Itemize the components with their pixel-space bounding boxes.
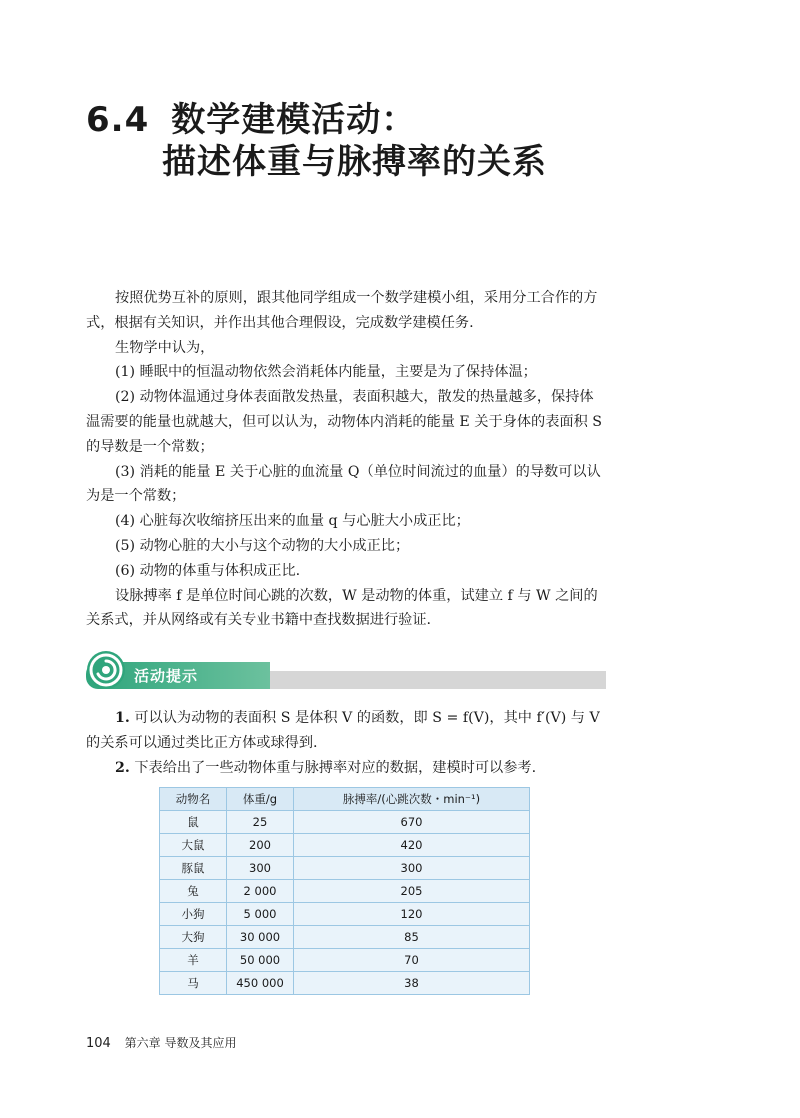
assumption-5: (5) 动物心脏的大小与这个动物的大小成正比； <box>115 537 410 554</box>
tip-1-text: 可以认为动物的表面积 S 是体积 V 的函数，即 S = f(V)，其中 f′(V) 与 V 的关系可以通过类比正方体或球得到. <box>86 710 600 751</box>
tip-1-number: 1. <box>115 710 130 726</box>
cell-weight: 50 000 <box>227 949 294 972</box>
assumption-1: (1) 睡眠中的恒温动物依然会消耗体内能量，主要是为了保持体温； <box>115 364 537 381</box>
assumption-6: (6) 动物的体重与体积成正比. <box>115 562 301 579</box>
cell-pulse: 70 <box>294 949 530 972</box>
cell-weight: 25 <box>227 811 294 834</box>
swirl-icon <box>86 650 126 690</box>
bio-lead: 生物学中认为， <box>115 339 215 356</box>
page-footer <box>86 1034 237 1051</box>
page-number: 104 <box>86 1036 111 1051</box>
intro-paragraph: 按照优势互补的原则，跟其他同学组成一个数学建模小组，采用分工合作的方式，根据有关知识，并作出其他合理假设，完成数学建模任务. <box>86 290 598 331</box>
table-row <box>160 811 530 834</box>
footer-chapter: 第六章 <box>124 1036 161 1050</box>
assumption-3: (3) 消耗的能量 E 关于心脏的血流量 Q（单位时间流过的血量）的导数可以认为是一个常数； <box>86 463 601 505</box>
cell-pulse: 38 <box>294 972 530 995</box>
tip-2-number: 2. <box>115 759 130 776</box>
cell-pulse: 85 <box>294 926 530 949</box>
section-number: 6.4 <box>86 100 150 140</box>
table-row <box>160 972 530 995</box>
cell-weight: 5 000 <box>227 903 294 926</box>
cell-animal: 豚鼠 <box>160 857 227 880</box>
cell-animal: 大鼠 <box>160 834 227 857</box>
section-title-line1: 数学建模活动： <box>171 100 417 140</box>
cell-pulse: 120 <box>294 903 530 926</box>
table-row <box>160 834 530 857</box>
hint-banner-gray <box>270 671 606 689</box>
cell-pulse: 205 <box>294 880 530 903</box>
cell-pulse: 300 <box>294 857 530 880</box>
assumption-4: (4) 心脏每次收缩挤压出来的血量 q 与心脏大小成正比； <box>115 513 470 530</box>
tip-2-text: 下表给出了一些动物体重与脉搏率对应的数据，建模时可以参考. <box>134 759 537 776</box>
cell-animal: 羊 <box>160 949 227 972</box>
cell-animal: 马 <box>160 972 227 995</box>
hint-tips <box>86 706 606 780</box>
header-weight: 体重/g <box>227 788 294 811</box>
table-row <box>160 903 530 926</box>
tip-1 <box>86 706 606 756</box>
cell-pulse: 670 <box>294 811 530 834</box>
header-pulse: 脉搏率/(心跳次数・min⁻¹) <box>294 788 530 811</box>
cell-animal: 大狗 <box>160 926 227 949</box>
cell-animal: 小狗 <box>160 903 227 926</box>
table-header-row <box>160 788 530 811</box>
task-paragraph: 设脉搏率 f 是单位时间心跳的次数，W 是动物的体重，试建立 f 与 W 之间的关系式，并从网络或有关专业书籍中查找数据进行验证. <box>86 587 598 629</box>
cell-weight: 30 000 <box>227 926 294 949</box>
cell-animal: 兔 <box>160 880 227 903</box>
table-row <box>160 926 530 949</box>
tip-2 <box>86 756 606 781</box>
cell-weight: 300 <box>227 857 294 880</box>
header-animal: 动物名 <box>160 788 227 811</box>
cell-weight: 2 000 <box>227 880 294 903</box>
table-row <box>160 949 530 972</box>
table-row <box>160 857 530 880</box>
cell-weight: 200 <box>227 834 294 857</box>
cell-animal: 鼠 <box>160 811 227 834</box>
body-text <box>86 286 606 633</box>
cell-weight: 450 000 <box>227 972 294 995</box>
activity-hint-banner <box>86 650 606 694</box>
animal-data-table <box>159 787 530 995</box>
section-title-line2: 描述体重与脉搏率的关系 <box>162 142 547 182</box>
cell-pulse: 420 <box>294 834 530 857</box>
assumption-2: (2) 动物体温通过身体表面散发热量，表面积越大，散发的热量越多，保持体温需要的能量也就越大，但可以认为，动物体内消耗的能量 E 关于身体的表面积 S 的导数是一个常数； <box>86 389 602 455</box>
table-row <box>160 880 530 903</box>
hint-label: 活动提示 <box>134 667 199 685</box>
footer-chapter-title: 导数及其应用 <box>164 1036 237 1050</box>
